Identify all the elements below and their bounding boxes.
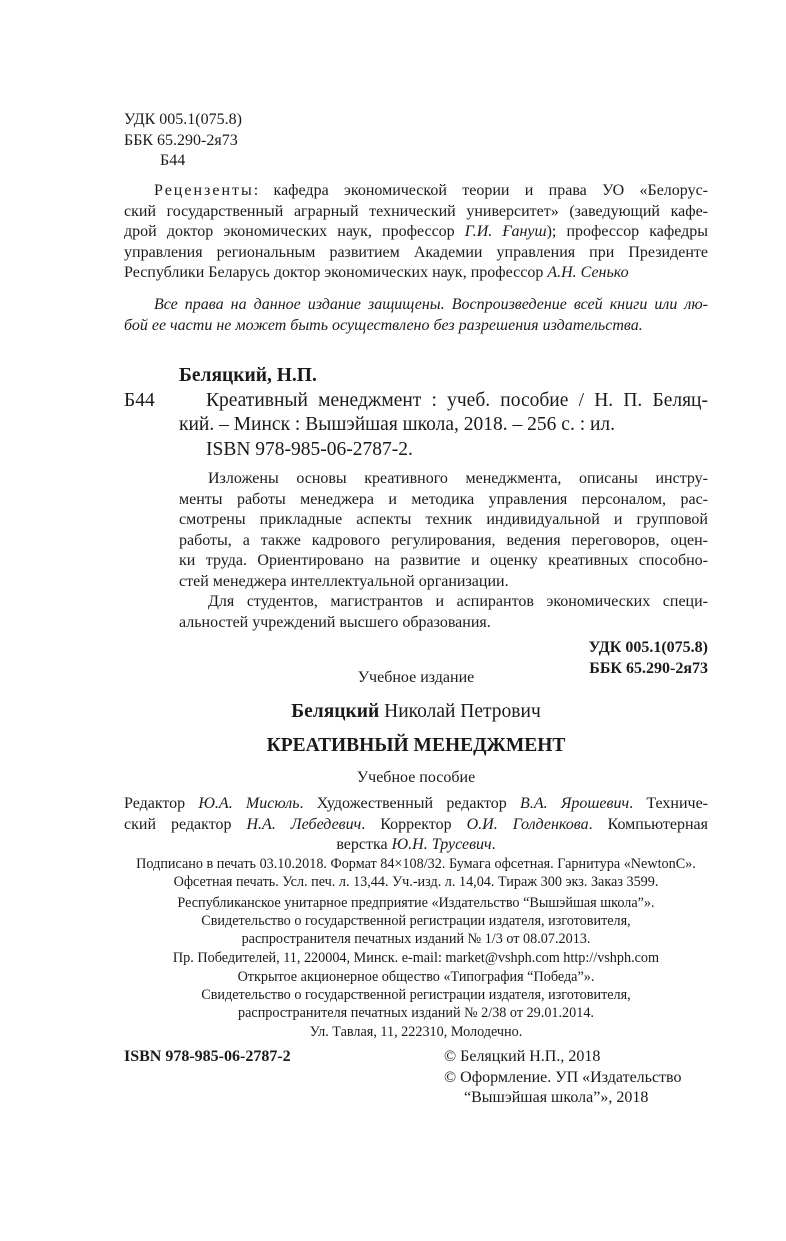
reviewer-name: А.Н. Сенько [547,264,629,281]
reviewers-line-2: ский государственный аграрный технический университет» (заведующий кафе- [124,202,708,220]
printer-line: Ул. Тавлая, 11, 222310, Молодечно. [309,1023,523,1040]
bibliographic-record [124,364,708,462]
editors-line-1: Редактор Ю.А. Мисюль. Художественный редактор В.А. Ярошевич. Техниче- [124,795,709,812]
audience-line: альностей учреждений высшего образования. [179,613,491,631]
book-subtitle: Учебное пособие [356,769,476,786]
bibliographic-code: Б44 [124,389,155,411]
editors-line-2: ский редактор Н.А. Лебедевич. Корректор О.И. Голденкова. Компьютерная [124,815,709,833]
bibliographic-body [124,389,708,463]
audience-line: Для студентов, магистрантов и аспирантов экономических специ- [208,593,708,610]
annotation-bbk: ББК 65.290-2я73 [589,659,708,677]
udk-code: УДК 005.1(075.8) [124,111,242,128]
printer-line: Свидетельство о государственной регистрации издателя, изготовителя, [201,987,631,1004]
print-detail-line: Подписано в печать 03.10.2018. Формат 84×108/32. Бумага офсетная. Гарнитура «NewtonC». [136,856,696,872]
editors-line-3: верстка Ю.Н. Трусевич. [336,836,496,853]
reviewers-line-1: Рецензенты: кафедра экономической теории и права УО «Белорус- [154,182,709,199]
annotation-line: работы, а также кадрового регулирования, ведения переговоров, оцен- [179,531,708,549]
bibliographic-line-2: кий. – Минск : Вышэйшая школа, 2018. – 256 с. : ил. [179,414,616,435]
book-title: КРЕАТИВНЫЙ МЕНЕДЖМЕНТ [266,735,566,756]
copyright-line: “Вышэйшая школа”», 2018 [464,1089,649,1106]
printer-line: распространителя печатных изданий № 2/38 от 29.01.2014. [238,1005,594,1022]
annotation-line: стей менеджера интеллектуальной организации. [179,572,509,590]
author-heading: Беляцкий, Н.П. [179,365,317,386]
reviewer-name: Г.И. Ғануш [464,223,547,240]
rights-line-2: бой ее части не может быть осуществлено без разрешения издательства. [124,316,643,334]
author-full-name: Беляцкий Николай Петрович [291,701,541,722]
copyright-block [444,1047,714,1109]
reviewers-line-4: управления региональным развитием Академии управления при Президенте [124,243,708,261]
footer-isbn: ISBN 978-985-06-2787-2 [124,1048,291,1065]
reviewers-line-5: Республики Беларусь доктор экономических наук, профессор А.Н. Сенько [124,264,629,281]
author-code: Б44 [160,152,186,169]
reviewers-block [124,181,708,284]
classification-block [124,110,708,172]
annotation-block [124,469,708,679]
annotation-line: ки труда. Ориентировано на развитие и оценку креативных способно- [179,552,708,569]
edition-type: Учебное издание [357,669,475,686]
annotation-line: менты работы менеджера и методика управления персоналом, рас- [179,490,708,508]
printer-line: Открытое акционерное общество «Типография “Победа”». [237,969,595,985]
print-detail-line: Офсетная печать. Усл. печ. л. 13,44. Уч.-изд. л. 14,04. Тираж 300 экз. Заказ 3599. [173,874,659,891]
bbk-code: ББК 65.290-2я73 [124,131,238,149]
annotation-line: Изложены основы креативного менеджмента, описаны инстру- [208,470,708,487]
rights-line-1: Все права на данное издание защищены. Воспроизведение всей книги или лю- [154,296,708,313]
annotation-line: смотрены прикладные аспекты техник индивидуальной и групповой [179,511,708,528]
publisher-line: Свидетельство о государственной регистрации издателя, изготовителя, [201,913,631,930]
reviewers-label: Рецензенты [154,182,254,199]
bibliographic-isbn: ISBN 978-985-06-2787-2. [206,438,413,460]
publisher-block [124,894,708,967]
publisher-line: распространителя печатных изданий № 1/3 от 08.07.2013. [241,931,591,948]
bibliographic-line-1: Креативный менеджмент : учеб. пособие / Н. П. Беляц- [206,389,708,411]
reviewers-line-3: дрой доктор экономических наук, профессор Г.И. Ғануш); профессор кафедры [124,223,709,240]
printer-block [124,968,708,1041]
copyright-line: © Оформление. УП «Издательство [444,1068,682,1086]
annotation-udk: УДК 005.1(075.8) [588,639,708,656]
publisher-line: Пр. Победителей, 11, 220004, Минск. e-mail: market@vshph.com http://vshph.com [172,949,660,966]
publisher-line: Республиканское унитарное предприятие «Издательство “Вышэйшая школа”». [177,895,655,911]
copyright-line: © Беляцкий Н.П., 2018 [444,1048,601,1065]
print-details [124,855,708,891]
editors-block [124,794,708,856]
rights-block [124,295,708,336]
